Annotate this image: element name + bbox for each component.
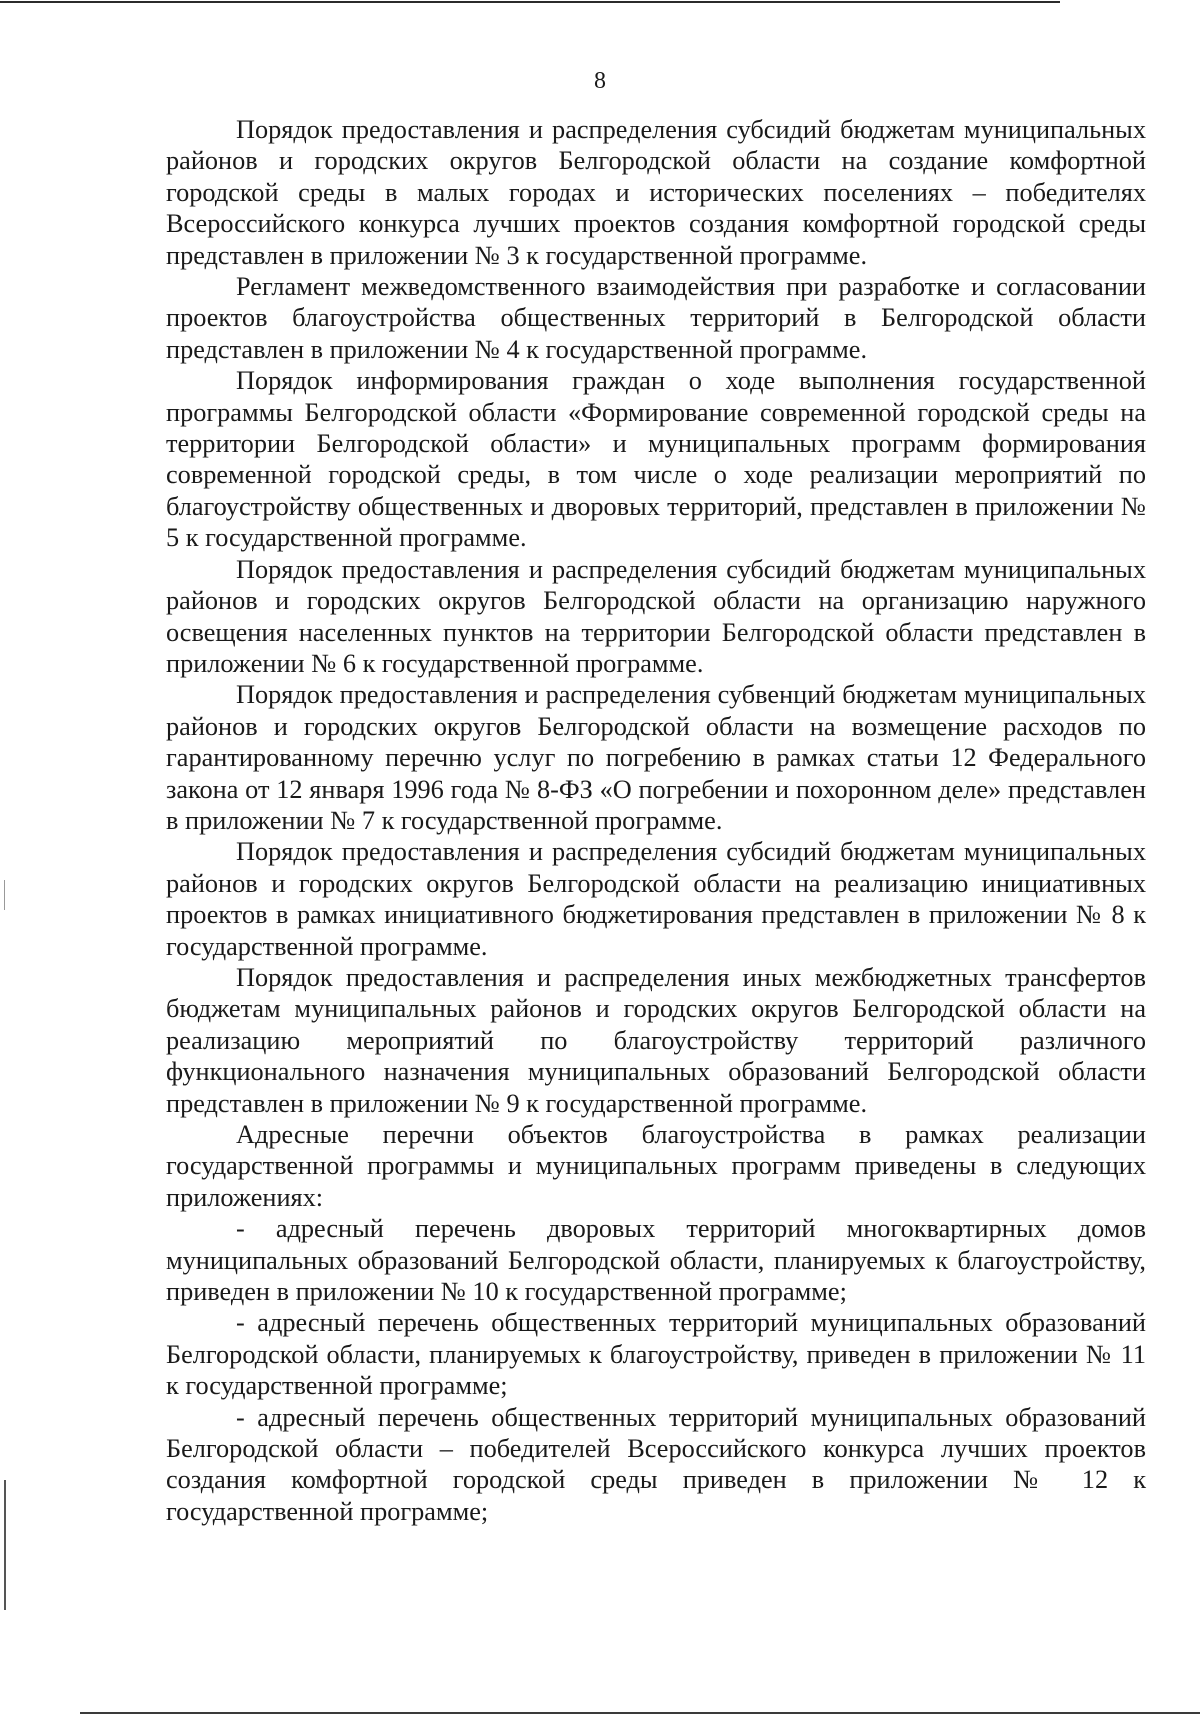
paragraph-appendix-6: Порядок предоставления и распределения субсидий бюджетам муниципальных районов и городских округов Белгородской области на организацию наружного освещения населенных пунктов на территории Белгородской области представлен в приложении № 6 к государственной программе.	[166, 554, 1146, 678]
page-number: 8	[594, 68, 606, 94]
top-border-line	[0, 1, 1060, 3]
paragraph-appendix-7: Порядок предоставления и распределения субвенций бюджетам муниципальных районов и городских округов Белгородской области на возмещение расходов по гарантированному перечню услуг по погребению в рамках статьи 12 Федерального закона от 12 января 1996 года № 8-ФЗ «О погребении и похоронном деле» представлен в приложении № 7 к государственной программе.	[166, 680, 1146, 835]
scan-edge-mark	[4, 1480, 6, 1610]
paragraph-address-lists-intro: Адресные перечни объектов благоустройства в рамках реализации государственной программы и муниципальных программ приведены в следующих приложениях:	[166, 1120, 1146, 1212]
list-item-appendix-12: - адресный перечень общественных территорий муниципальных образований Белгородской области – победителей Всероссийского конкурса лучших проектов создания комфортной городской среды приведен в приложении № 12 к государственной программе;	[166, 1402, 1146, 1526]
paragraph-appendix-8: Порядок предоставления и распределения субсидий бюджетам муниципальных районов и городских округов Белгородской области на реализацию инициативных проектов в рамках инициативного бюджетирования представлен в приложении № 8 к государственной программе.	[166, 837, 1146, 961]
body-text	[166, 114, 1146, 1527]
paragraph-appendix-5: Порядок информирования граждан о ходе выполнения государственной программы Белгородской области «Формирование современной городской среды на территории Белгородской области» и муниципальных программ формирования современной городской среды, в том числе о ходе реализации мероприятий по благоустройству общественных и дворовых территорий, представлен в приложении № 5 к государственной программе.	[166, 366, 1146, 553]
paragraph-appendix-4: Регламент межведомственного взаимодействия при разработке и согласовании проектов благоустройства общественных территорий в Белгородской области представлен в приложении № 4 к государственной программе.	[166, 272, 1146, 364]
paragraph-appendix-9: Порядок предоставления и распределения иных межбюджетных трансфертов бюджетам муниципальных районов и городских округов Белгородской области на реализацию мероприятий по благоустройству территорий различного функционального назначения муниципальных образований Белгородской области представлен в приложении № 9 к государственной программе.	[166, 962, 1146, 1118]
paragraph-appendix-3: Порядок предоставления и распределения субсидий бюджетам муниципальных районов и городских округов Белгородской области на создание комфортной городской среды в малых городах и исторических поселениях – победителях Всероссийского конкурса лучших проектов создания комфортной городской среды представлен в приложении № 3 к государственной программе.	[166, 115, 1146, 270]
scan-edge-mark	[4, 880, 5, 910]
list-item-appendix-11: - адресный перечень общественных территорий муниципальных образований Белгородской области, планируемых к благоустройству, приведен в приложении № 11 к государственной программе;	[166, 1308, 1146, 1401]
bottom-border-line	[80, 1712, 1200, 1714]
list-item-appendix-10: - адресный перечень дворовых территорий многоквартирных домов муниципальных образований Белгородской области, планируемых к благоустройству, приведен в приложении № 10 к государственной программе;	[166, 1214, 1146, 1307]
